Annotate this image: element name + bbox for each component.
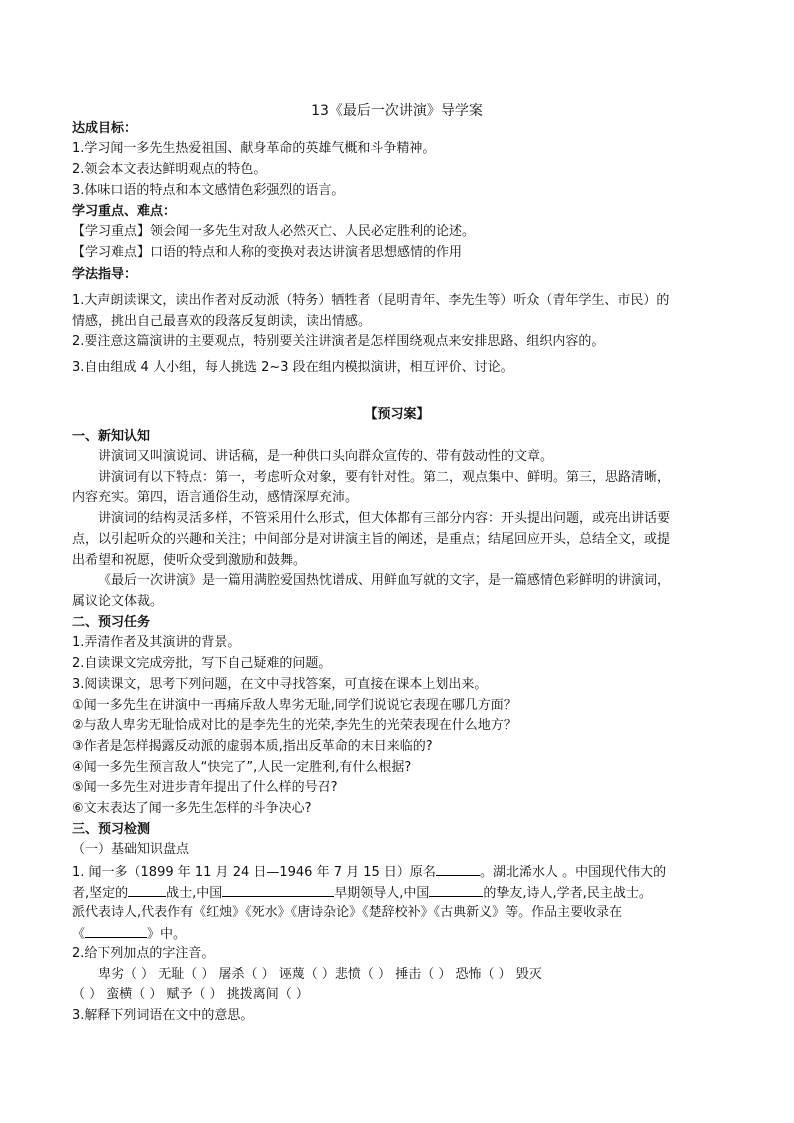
fill-q1-text-c: 者,坚定的 bbox=[72, 886, 129, 901]
task-1: 1.弄清作者及其演讲的背景。 bbox=[72, 635, 241, 650]
page-title: 13《最后一次讲演》导学案 bbox=[311, 103, 483, 119]
method-heading: 学法指导： bbox=[72, 267, 138, 282]
question-4: ④闻一多先生预言敌人“快完了”,人民一定胜利,有什么根据? bbox=[72, 760, 412, 775]
section-1-para-1: 讲演词又叫演说词、讲话稿，是一种供口头向群众宣传的、带有鼓动性的文章。 bbox=[98, 449, 554, 464]
fill-question-1-line-4 bbox=[72, 924, 186, 944]
goal-item-3: 3.体味口语的特点和本文感情色彩强烈的语言。 bbox=[72, 183, 345, 198]
section-1-para-3-line-3: 出希望和祝愿，使听众受到激励和鼓舞。 bbox=[72, 553, 307, 568]
section-2-heading: 二、预习任务 bbox=[72, 615, 151, 630]
goal-item-2: 2.领会本文表达鲜明观点的特色。 bbox=[72, 162, 267, 177]
section-3-subheading: （一）基础知识盘点 bbox=[72, 842, 190, 857]
method-item-2: 2.要注意这篇演讲的主要观点，特别要关注讲演者是怎样围绕观点来安排思路、组织内容的。 bbox=[72, 334, 605, 349]
task-3: 3.阅读课文，思考下列问题，在文中寻找答案，可直接在课本上划出来。 bbox=[72, 677, 488, 692]
fill-q1-text-d: 战士,中国 bbox=[166, 886, 223, 901]
pinyin-row-1: 卑劣（ ） 无耻（ ） 屠杀（ ） 诬蔑（ ）悲愤（ ） 捶击（ ） 恐怖（ ） 毁灭 bbox=[98, 967, 542, 982]
fill-q1-text-i: 》中。 bbox=[147, 927, 187, 942]
answer-blank-collection[interactable] bbox=[85, 924, 147, 938]
section-1-heading: 一、新知认知 bbox=[72, 429, 151, 444]
method-item-1-line-2: 情感，挑出自己最喜欢的段落反复朗读，读出情感。 bbox=[72, 314, 372, 329]
answer-blank-fighter[interactable] bbox=[128, 883, 166, 897]
answer-blank-friend[interactable] bbox=[429, 883, 483, 897]
question-2: ②与敌人卑劣无耻恰成对比的是李先生的光荣,李先生的光荣表现在什么地方？ bbox=[72, 718, 517, 733]
task-2: 2.自读课文完成旁批，写下自己疑难的问题。 bbox=[72, 656, 332, 671]
section-1-para-4-line-2: 属议论文体裁。 bbox=[72, 594, 164, 609]
method-item-3: 3.自由组成 4 人小组，每人挑选 2~3 段在组内模拟演讲，相互评价、讨论。 bbox=[72, 360, 514, 375]
goal-item-1: 1.学习闻一多先生热爱祖国、献身革命的英雄气概和斗争精神。 bbox=[72, 141, 436, 156]
key-focus: 【学习重点】领会闻一多先生对敌人必然灭亡、人民必定胜利的论述。 bbox=[72, 224, 476, 239]
fill-question-1-line-1 bbox=[72, 862, 666, 882]
section-3-heading: 三、预习检测 bbox=[72, 822, 151, 837]
key-difficulty: 【学习难点】口语的特点和人称的变换对表达讲演者思想感情的作用 bbox=[72, 245, 463, 260]
preview-heading: 【预习案】 bbox=[364, 407, 430, 422]
fill-question-1-line-2 bbox=[72, 883, 652, 903]
pinyin-question-heading: 2.给下列加点的字注音。 bbox=[72, 946, 215, 961]
fill-question-1-line-3: 派代表诗人,代表作有《红烛》《死水》《唐诗杂论》《楚辞校补》《古典新义》等。作品主要收录在 bbox=[72, 905, 623, 920]
section-1-para-4-line-1: 《最后一次讲演》是一篇用满腔爱国热忱谱成、用鲜血写就的文字，是一篇感情色彩鲜明的讲演词， bbox=[98, 573, 671, 588]
fill-q1-text-a: 1. 闻一多（1899 年 11 月 24 日—1946 年 7 月 15 日）原名 bbox=[72, 865, 436, 880]
fill-q1-text-f: 的挚友,诗人,学者,民主战士。 bbox=[483, 886, 652, 901]
keypoints-heading: 学习重点、难点： bbox=[72, 204, 177, 219]
fill-q1-text-b: 。湖北浠水人 。中国现代伟大的 bbox=[479, 865, 667, 880]
question-1: ①闻一多先生在讲演中一再痛斥敌人卑劣无耻,同学们说说它表现在哪几方面？ bbox=[72, 698, 517, 713]
pinyin-row-2: （ ） 蛮横（ ） 赋予（ ） 挑拨离间（ ） bbox=[72, 987, 309, 1002]
fill-q1-text-h: 《 bbox=[72, 927, 86, 942]
method-item-1-line-1: 1.大声朗读课文，读出作者对反动派（特务）牺牲者（昆明青年、李先生等）听众（青年学生、市民）的 bbox=[72, 293, 670, 308]
section-1-para-2-line-1: 讲演词有以下特点：第一，考虑听众对象，要有针对性。第二，观点集中、鲜明。第三，思路清晰， bbox=[98, 470, 671, 485]
word-meaning-question: 3.解释下列词语在文中的意思。 bbox=[72, 1008, 254, 1023]
answer-blank-name[interactable] bbox=[436, 862, 480, 876]
section-1-para-2-line-2: 内容充实。第四，语言通俗生动，感情深厚充沛。 bbox=[72, 490, 359, 505]
fill-q1-text-e: 早期领导人,中国 bbox=[334, 886, 430, 901]
question-6: ⑥文末表达了闻一多先生怎样的斗争决心? bbox=[72, 801, 312, 816]
section-1-para-3-line-2: 点，以引起听众的兴趣和关注；中间部分是对讲演主旨的阐述，是重点；结尾回应开头，总结全文，或提 bbox=[72, 532, 671, 547]
question-3: ③作者是怎样揭露反动派的虚弱本质,指出反革命的末日来临的? bbox=[72, 739, 433, 754]
goals-heading: 达成目标： bbox=[72, 121, 138, 136]
answer-blank-organization[interactable] bbox=[222, 883, 334, 897]
question-5: ⑤闻一多先生对进步青年提出了什么样的号召? bbox=[72, 780, 338, 795]
section-1-para-3-line-1: 讲演词的结构灵活多样，不管采用什么形式，但大体都有三部分内容：开头提出问题，或亮出讲话要 bbox=[98, 511, 671, 526]
